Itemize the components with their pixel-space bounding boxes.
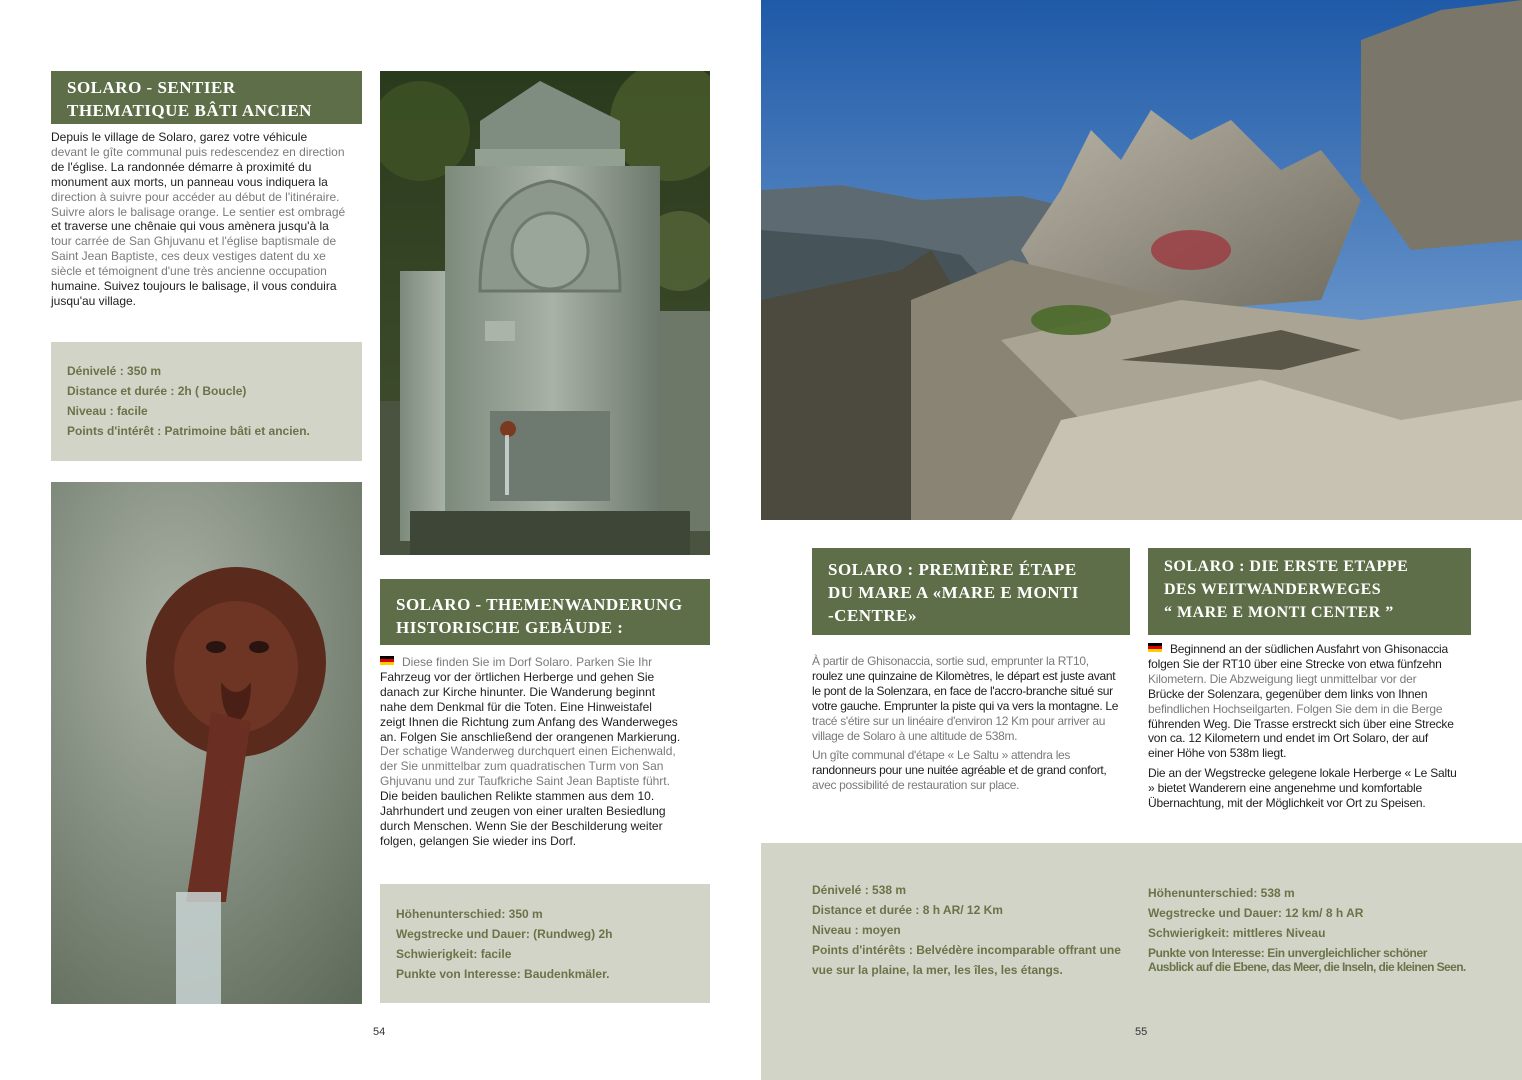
page-number-right: 55	[1135, 1026, 1148, 1038]
fr-etape-text-line: avec possibilité de restauration sur place.	[812, 778, 1020, 793]
fr-text-line: direction à suivre pour accéder au début de l'itinéraire.	[51, 189, 340, 204]
fr-info-distance: Distance et durée : 2h ( Boucle)	[67, 384, 247, 398]
de-text-line: Jahrhundert und zeugen von einer uralten Besiedlung	[380, 804, 666, 819]
de-info-box	[380, 884, 710, 1003]
fr-text-line: de l'église. La randonnée démarre à proximité du	[51, 159, 312, 174]
fr-info-level: Niveau : facile	[67, 404, 148, 418]
fr-etape-info-interest-cont: vue sur la plaine, la mer, les îles, les étangs.	[812, 963, 1063, 977]
fr-text-line: et traverse une chênaie qui vous amènera jusqu'à la	[51, 219, 329, 234]
de-etappe-info	[1148, 883, 1471, 974]
fr-etape-text-line: randonneurs pour une nuitée agréable et de grand confort,	[812, 763, 1107, 778]
de-etappe-heading-line-3: “ MARE E MONTI CENTER ”	[1164, 604, 1394, 621]
de-etappe-description	[1148, 642, 1471, 811]
fr-etape-heading-line-3: -CENTRE»	[828, 606, 918, 625]
fr-etape-description	[812, 654, 1130, 793]
de-etappe-text-line: folgen Sie der RT10 über eine Strecke von etwa fünfzehn	[1148, 656, 1442, 671]
de-text-line-content: Diese finden Sie im Dorf Solaro. Parken Sie Ihr	[402, 655, 653, 669]
fr-text-line: humaine. Suivez toujours le balisage, il vous conduira	[51, 279, 337, 294]
fr-heading-line-1: SOLARO - SENTIER	[67, 78, 236, 97]
fr-text-line: Depuis le village de Solaro, garez votre véhicule	[51, 130, 308, 144]
mountain-rocks-photo	[761, 0, 1522, 520]
fr-etape-info	[812, 880, 1130, 980]
fountain-photo	[380, 71, 710, 555]
de-info-elevation: Höhenunterschied: 350 m	[396, 907, 543, 921]
fr-etape-text-line: le pont de la Solenzara, en face de l'accro-branche situé sur	[812, 683, 1113, 698]
de-etappe-text-line: einer Höhe von 538m liegt.	[1148, 746, 1287, 761]
de-heading-line-1: SOLARO - THEMENWANDERUNG	[396, 595, 683, 614]
de-etappe-info-interest-cont: Ausblick auf die Ebene, das Meer, die Inseln, die kleinen Seen.	[1148, 960, 1466, 974]
de-etappe-text-line: befindlichen Hochseilgarten. Folgen Sie dem in die Berge	[1148, 701, 1443, 716]
fr-info-box	[51, 342, 362, 461]
de-text-line: durch Menschen. Wenn Sie der Beschilderung weiter	[380, 818, 663, 833]
fr-etape-info-level: Niveau : moyen	[812, 923, 901, 937]
de-etappe-heading-line-2: DES WEITWANDERWEGES	[1164, 581, 1382, 598]
fr-etape-heading-line-1: SOLARO : PREMIÈRE ÉTAPE	[828, 560, 1077, 579]
fr-info-elevation: Dénivelé : 350 m	[67, 364, 162, 378]
de-etappe-text-line: führenden Weg. Die Trasse erstreckt sich über eine Strecke	[1148, 716, 1454, 731]
de-etappe-text-line: » bietet Wanderern eine angenehme und komfortable	[1148, 781, 1422, 796]
de-text-line: Fahrzeug vor der örtlichen Herberge und gehen Sie	[380, 669, 655, 684]
de-heading-box	[380, 579, 710, 645]
de-text-line: an. Folgen Sie anschließend der orangenen Markierung.	[380, 729, 681, 744]
lion-spout-photo	[51, 482, 362, 1004]
de-etappe-heading-line-1: SOLARO : DIE ERSTE ETAPPE	[1164, 558, 1409, 575]
fr-etape-text-line: votre gauche. Emprunter la piste qui va vers la montagne. Le	[812, 698, 1119, 713]
fr-text-line: siècle et témoignent d'une très ancienne occupation	[51, 264, 327, 279]
de-text-line: folgen, gelangen Sie wieder ins Dorf.	[380, 833, 577, 848]
fr-etape-text-line: Un gîte communal d'étape « Le Saltu » attendra les	[812, 748, 1071, 763]
fr-info-interest: Points d'intérêt : Patrimoine bâti et ancien.	[67, 424, 310, 438]
fr-etape-info-elevation: Dénivelé : 538 m	[812, 883, 907, 897]
de-etappe-info-distance: Wegstrecke und Dauer: 12 km/ 8 h AR	[1148, 906, 1364, 920]
fr-etape-text-line: roulez une quinzaine de Kilomètres, le départ est juste avant	[812, 668, 1116, 683]
fr-text-line: Saint Jean Baptiste, ces deux vestiges datent du xe	[51, 249, 326, 264]
de-etappe-text-line: Kilometern. Die Abzweigung liegt unmittelbar vor der	[1148, 671, 1417, 686]
fr-etape-info-distance: Distance et durée : 8 h AR/ 12 Km	[812, 903, 1003, 917]
fr-etape-text-line: tracé s'étire sur un linéaire d'environ 12 Km pour arriver au	[812, 713, 1106, 728]
de-text-line: Ghjuvanu und zur Taufkriche Saint Jean Baptiste führt.	[380, 774, 670, 789]
de-text-line: Die beiden baulichen Relikte stammen aus dem 10.	[380, 789, 655, 804]
fr-etape-info-interest: Points d'intérêts : Belvédère incomparable offrant une	[812, 943, 1121, 957]
fr-text-line: Suivre alors le balisage orange. Le sentier est ombragé	[51, 204, 346, 219]
de-text-line: nahe dem Denkmal für die Toten. Eine Hinweistafel	[380, 699, 652, 714]
de-etappe-text-line: Die an der Wegstrecke gelegene lokale Herberge « Le Saltu	[1148, 766, 1457, 781]
de-text-line: zeigt Ihnen die Richtung zum Anfang des Wanderweges	[380, 714, 678, 729]
fr-description	[51, 130, 362, 309]
fr-etape-heading-box	[812, 548, 1130, 635]
de-info-difficulty: Schwierigkeit: facile	[396, 947, 512, 961]
de-etappe-text-line	[1148, 642, 1471, 657]
fr-etape-heading-line-2: DU MARE A «MARE E MONTI	[828, 583, 1079, 602]
de-text-line: danach zur Kirche hinunter. Die Wanderung beginnt	[380, 684, 656, 699]
fr-text-line: jusqu'au village.	[51, 293, 137, 308]
fr-heading-line-2: THEMATIQUE BÂTI ANCIEN	[67, 101, 312, 120]
de-description	[380, 655, 710, 849]
de-info-interest: Punkte von Interesse: Baudenkmäler.	[396, 967, 610, 981]
fr-etape-text-line: À partir de Ghisonaccia, sortie sud, emprunter la RT10,	[812, 654, 1089, 668]
fr-text-line: devant le gîte communal puis redescendez en direction	[51, 144, 345, 159]
de-text-line	[380, 655, 710, 670]
german-flag-icon	[380, 656, 394, 665]
fr-text-line: monument aux morts, un panneau vous indiquera la	[51, 174, 328, 189]
fr-etape-text-line: village de Solaro à une altitude de 538m.	[812, 728, 1018, 743]
fr-text-line: tour carrée de San Ghjuvanu et l'église baptismale de	[51, 234, 337, 249]
de-text-line: der Sie unmittelbar zum quadratischen Turm von San	[380, 759, 664, 774]
de-etappe-text-line: von ca. 12 Kilometern und endet im Ort Solaro, der auf	[1148, 731, 1429, 746]
de-info-distance: Wegstrecke und Dauer: (Rundweg) 2h	[396, 927, 613, 941]
de-etappe-info-interest: Punkte von Interesse: Ein unvergleichlicher schöner	[1148, 946, 1428, 960]
de-etappe-text-line: Brücke der Solenzara, gegenüber dem links von Ihnen	[1148, 686, 1428, 701]
de-text-line: Der schatige Wanderweg durchquert einen Eichenwald,	[380, 744, 676, 759]
de-etappe-info-difficulty: Schwierigkeit: mittleres Niveau	[1148, 926, 1326, 940]
de-etappe-text-line: Übernachtung, mit der Möglichkeit vor Ort zu Speisen.	[1148, 796, 1426, 811]
german-flag-icon	[1148, 643, 1162, 652]
de-etappe-text-line-content: Beginnend an der südlichen Ausfahrt von Ghisonaccia	[1170, 642, 1448, 656]
page-number-left: 54	[373, 1026, 386, 1038]
de-heading-line-2: HISTORISCHE GEBÄUDE :	[396, 618, 624, 637]
fr-heading-box	[51, 71, 362, 124]
de-etappe-info-elevation: Höhenunterschied: 538 m	[1148, 886, 1295, 900]
de-etappe-heading-box	[1148, 548, 1471, 635]
